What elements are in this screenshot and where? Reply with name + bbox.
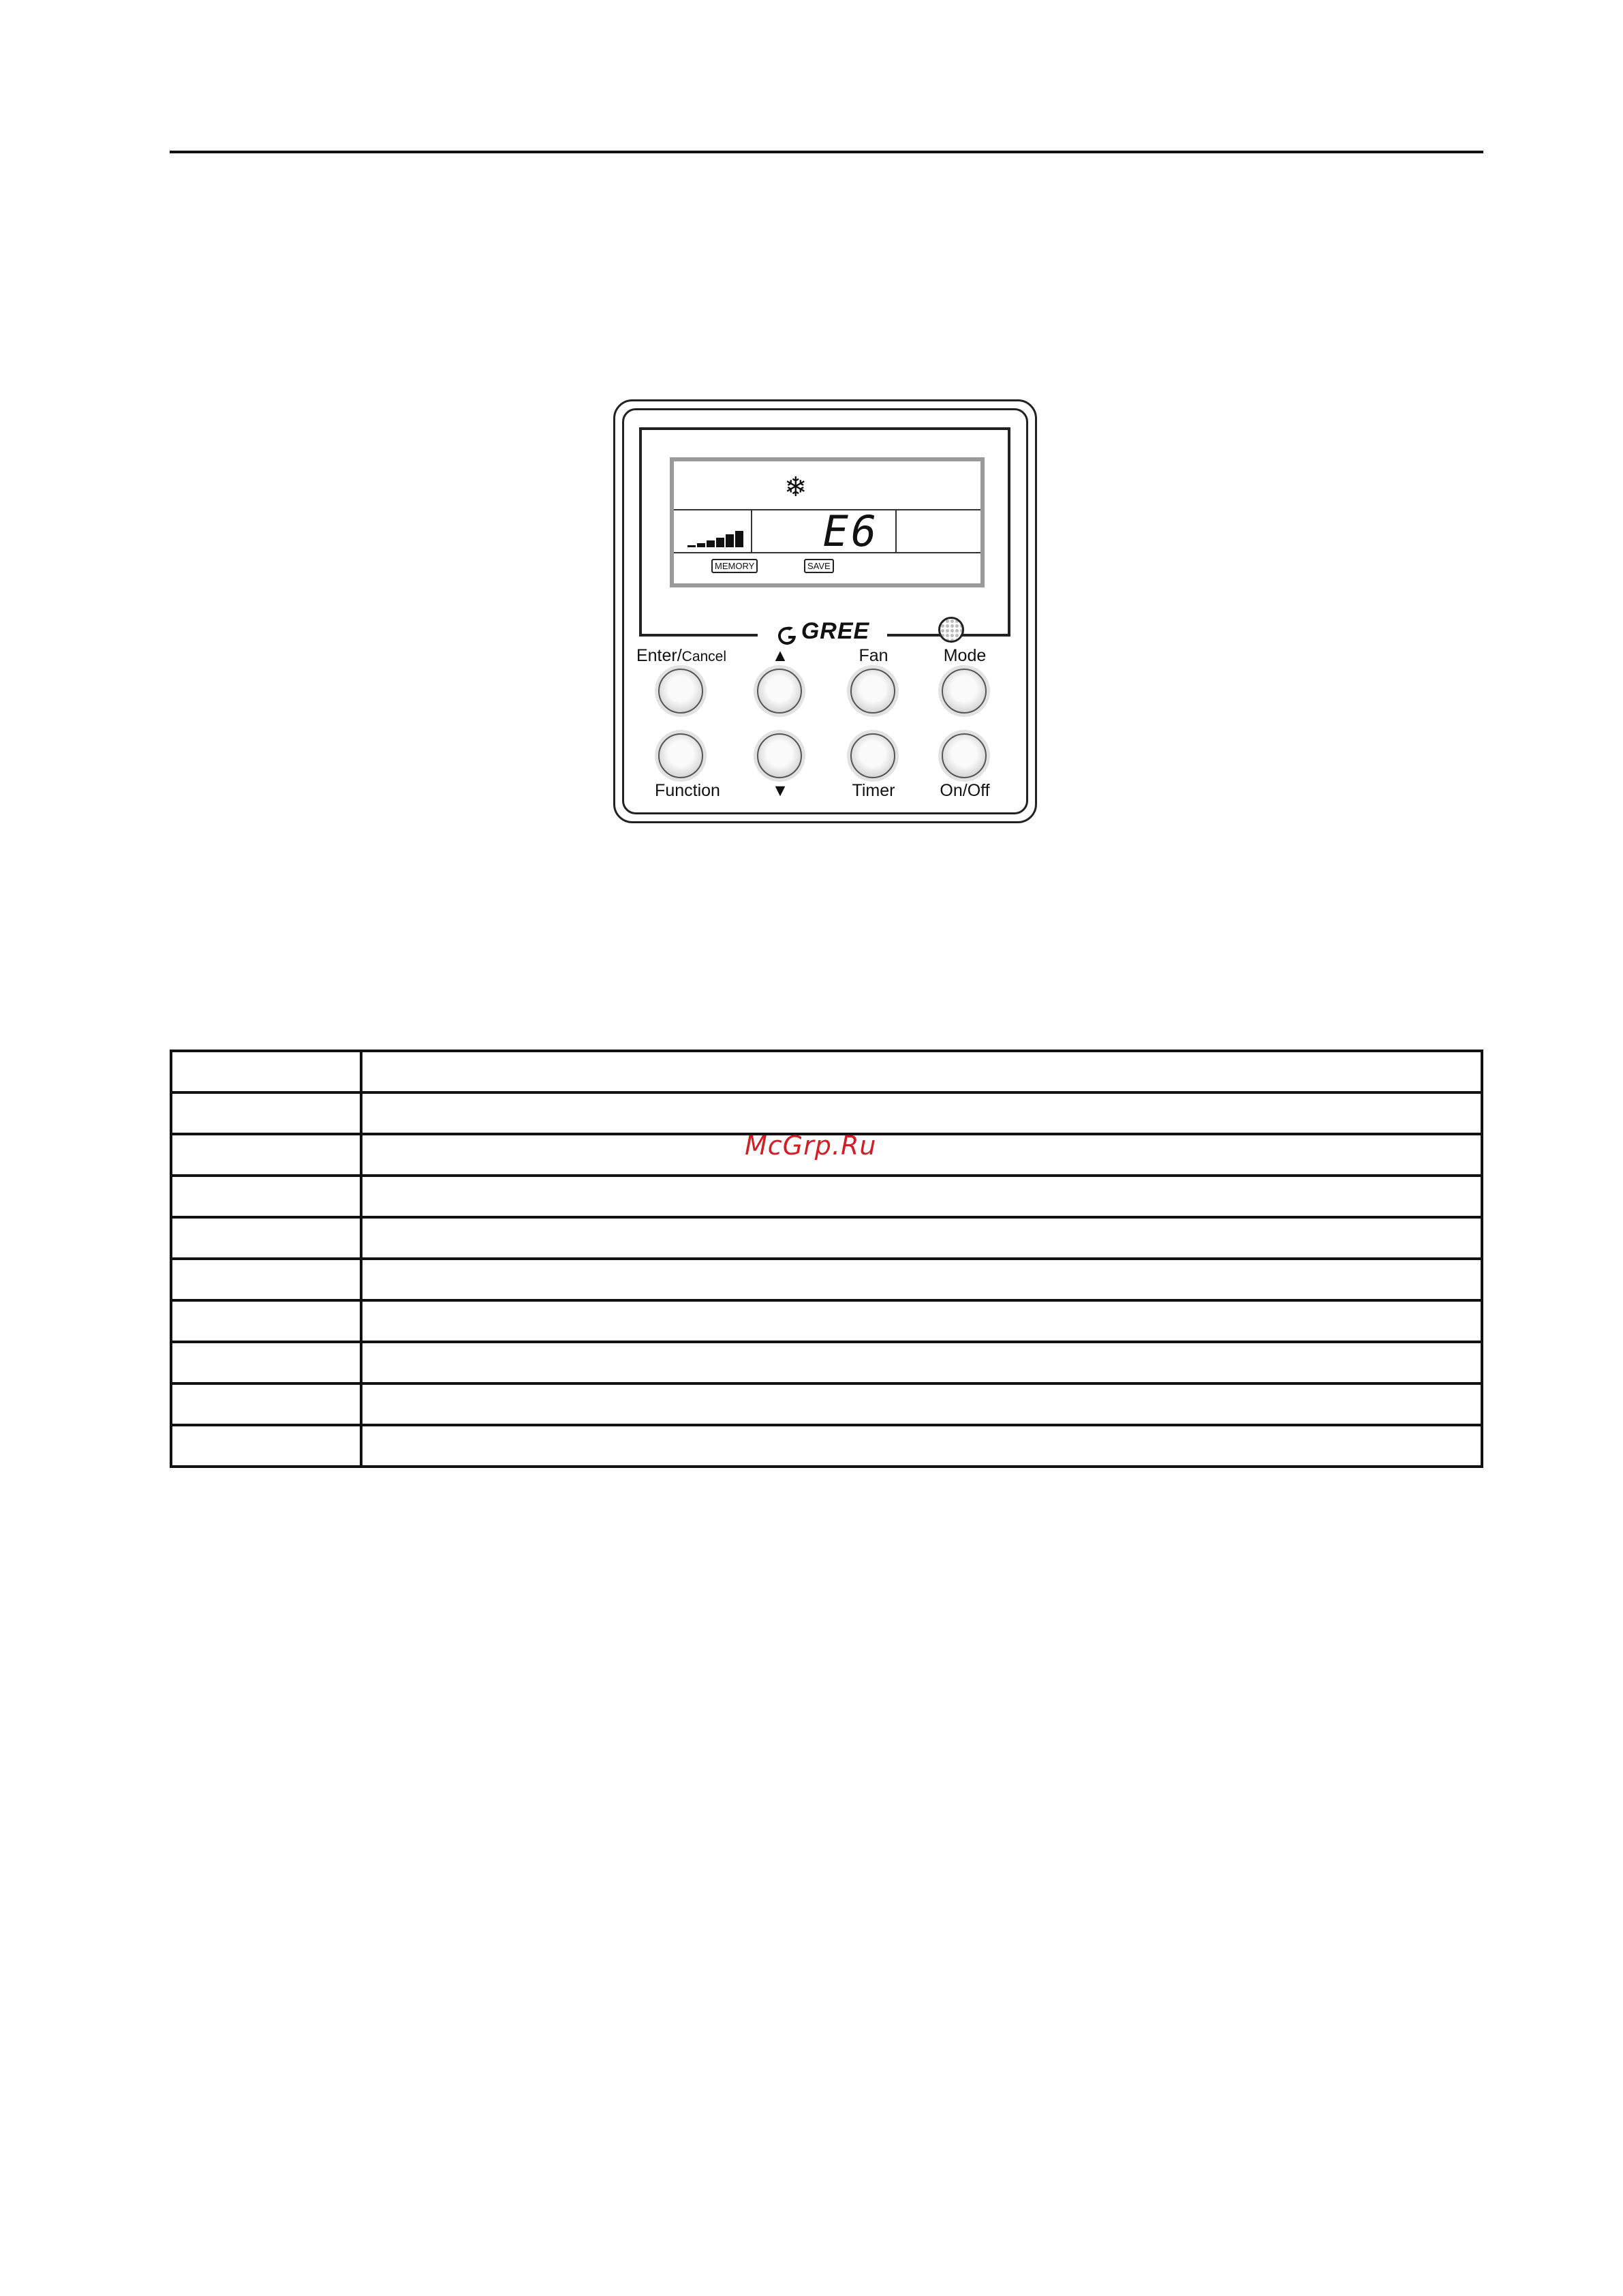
- table-cell-code: [171, 1342, 361, 1383]
- table-row: [171, 1342, 1482, 1383]
- enter-cancel-button[interactable]: [658, 669, 703, 714]
- table-cell-description: [361, 1217, 1482, 1259]
- table-cell-code: [171, 1176, 361, 1217]
- temperature-sensor-icon: [938, 617, 964, 643]
- table-row: [171, 1300, 1482, 1342]
- table-cell-code: [171, 1300, 361, 1342]
- table-cell-description: [361, 1425, 1482, 1467]
- table-cell-description: [361, 1134, 1482, 1176]
- fan-button[interactable]: [850, 669, 895, 714]
- table-cell-code: [171, 1259, 361, 1300]
- cancel-label-small: Cancel: [681, 649, 727, 664]
- table-row: [171, 1051, 1482, 1092]
- timer-button[interactable]: [850, 733, 895, 778]
- table-cell-code: [171, 1134, 361, 1176]
- on-off-label: On/Off: [940, 781, 990, 800]
- error-code: E6: [822, 506, 880, 556]
- memory-tag: MEMORY: [711, 559, 758, 573]
- table-cell-code: [171, 1383, 361, 1425]
- brand-name: GREE: [801, 618, 870, 644]
- fan-speed-icon: [687, 528, 743, 547]
- table-row: [171, 1383, 1482, 1425]
- snowflake-icon: ❄: [784, 472, 807, 502]
- watermark: McGrp.Ru: [745, 1131, 877, 1161]
- lcd-divider-right: [895, 509, 897, 552]
- function-label: Function: [655, 781, 720, 800]
- fan-label: Fan: [859, 646, 888, 665]
- save-tag: SAVE: [804, 559, 834, 573]
- up-button[interactable]: [757, 669, 802, 714]
- on-off-button[interactable]: [942, 733, 987, 778]
- error-code-table: [170, 1050, 1483, 1468]
- lcd-divider-left: [751, 509, 752, 552]
- table-row: [171, 1425, 1482, 1467]
- enter-cancel-label: [630, 645, 732, 667]
- table-row: [171, 1092, 1482, 1134]
- table-cell-description: [361, 1383, 1482, 1425]
- down-arrow-label: ▼: [771, 781, 789, 800]
- down-button[interactable]: [757, 733, 802, 778]
- enter-label-main: Enter/: [636, 646, 682, 665]
- table-cell-code: [171, 1092, 361, 1134]
- lcd-display: [670, 457, 985, 587]
- table-cell-code: [171, 1425, 361, 1467]
- header-rule: [170, 151, 1483, 153]
- brand-logo-row: [758, 617, 887, 645]
- table-row: [171, 1217, 1482, 1259]
- table-cell-description: [361, 1092, 1482, 1134]
- mode-label: Mode: [943, 646, 987, 665]
- up-arrow-label: ▲: [771, 646, 789, 665]
- function-button[interactable]: [658, 733, 703, 778]
- table-cell-description: [361, 1342, 1482, 1383]
- table-row: [171, 1259, 1482, 1300]
- table-cell-description: [361, 1176, 1482, 1217]
- timer-label: Timer: [852, 781, 895, 800]
- mode-button[interactable]: [942, 669, 987, 714]
- table-row: [171, 1176, 1482, 1217]
- table-cell-code: [171, 1217, 361, 1259]
- gree-logo-icon: [775, 626, 799, 646]
- table-cell-description: [361, 1300, 1482, 1342]
- table-cell-description: [361, 1259, 1482, 1300]
- table-cell-code: [171, 1051, 361, 1092]
- table-body: [171, 1051, 1482, 1467]
- table-cell-description: [361, 1051, 1482, 1092]
